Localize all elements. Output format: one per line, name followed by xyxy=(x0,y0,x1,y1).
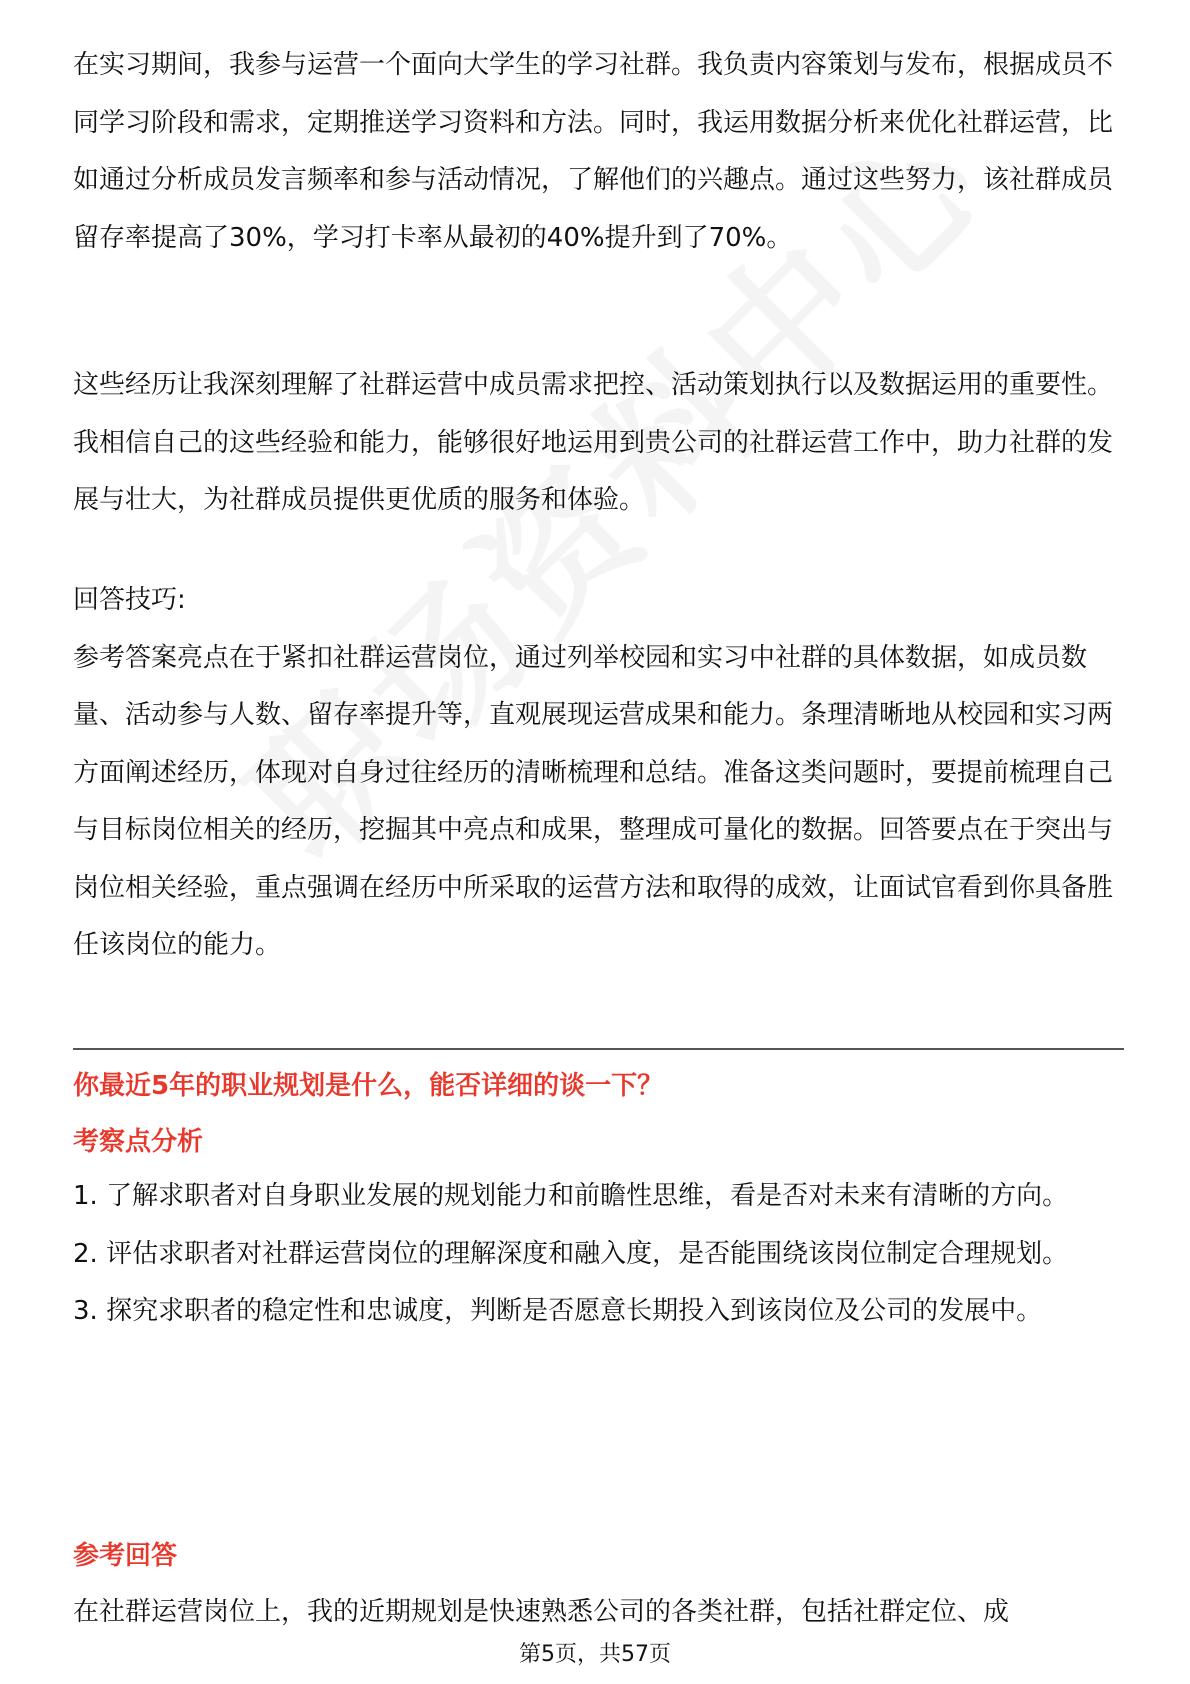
analysis-points xyxy=(73,1168,1123,1341)
question-title: 你最近5年的职业规划是什么，能否详细的谈一下？ xyxy=(73,1071,664,1101)
answer-heading: 参考回答 xyxy=(73,1541,178,1571)
tips-label: 回答技巧: xyxy=(73,585,186,615)
section-divider xyxy=(73,1048,1124,1050)
tips-block xyxy=(73,572,1123,975)
answer-paragraph: 在社群运营岗位上，我的近期规划是快速熟悉公司的各类社群，包括社群定位、成 xyxy=(73,1597,1010,1627)
analysis-point: 2. 评估求职者对社群运营岗位的理解深度和融入度，是否能围绕该岗位制定合理规划。 xyxy=(73,1238,1069,1269)
analysis-heading: 考察点分析 xyxy=(73,1127,204,1157)
analysis-point: 1. 了解求职者对自身职业发展的规划能力和前瞻性思维，看是否对未来有清晰的方向。 xyxy=(73,1181,1069,1211)
summary-paragraph: 这些经历让我深刻理解了社群运营中成员需求把控、活动策划执行以及数据运用的重要性。我相信自己的这些经验和能力，能够很好地运用到贵公司的社群运营工作中，助力社群的发展与壮大，为社群成员提供更优质的服务和体验。 xyxy=(73,370,1114,515)
page-footer: 第5页，共57页 xyxy=(519,1642,671,1667)
summary-paragraph-block xyxy=(73,357,1123,530)
tips-paragraph: 参考答案亮点在于紧扣社群运营岗位，通过列举校园和实习中社群的具体数据，如成员数量、活动参与人数、留存率提升等，直观展现运营成果和能力。条理清晰地从校园和实习两方面阐述经历，体现对自身过往经历的清晰梳理和总结。准备这类问题时，要提前梳理自己与目标岗位相关的经历，挖掘其中亮点和成果，整理成可量化的数据。回答要点在于突出与岗位相关经验，重点强调在经历中所采取的运营方法和取得的成效，让面试官看到你具备胜任该岗位的能力。 xyxy=(73,642,1114,960)
analysis-point: 3. 探究求职者的稳定性和忠诚度，判断是否愿意长期投入到该岗位及公司的发展中。 xyxy=(73,1296,1043,1326)
internship-paragraph: 在实习期间，我参与运营一个面向大学生的学习社群。我负责内容策划与发布，根据成员不同学习阶段和需求，定期推送学习资料和方法。同时，我运用数据分析来优化社群运营，比如通过分析成员发言频率和参与活动情况，了解他们的兴趣点。通过这些努力，该社群成员留存率提高了30%，学习打卡率从最初的40%提升到了70%。 xyxy=(73,50,1114,253)
internship-paragraph-block xyxy=(73,37,1123,267)
